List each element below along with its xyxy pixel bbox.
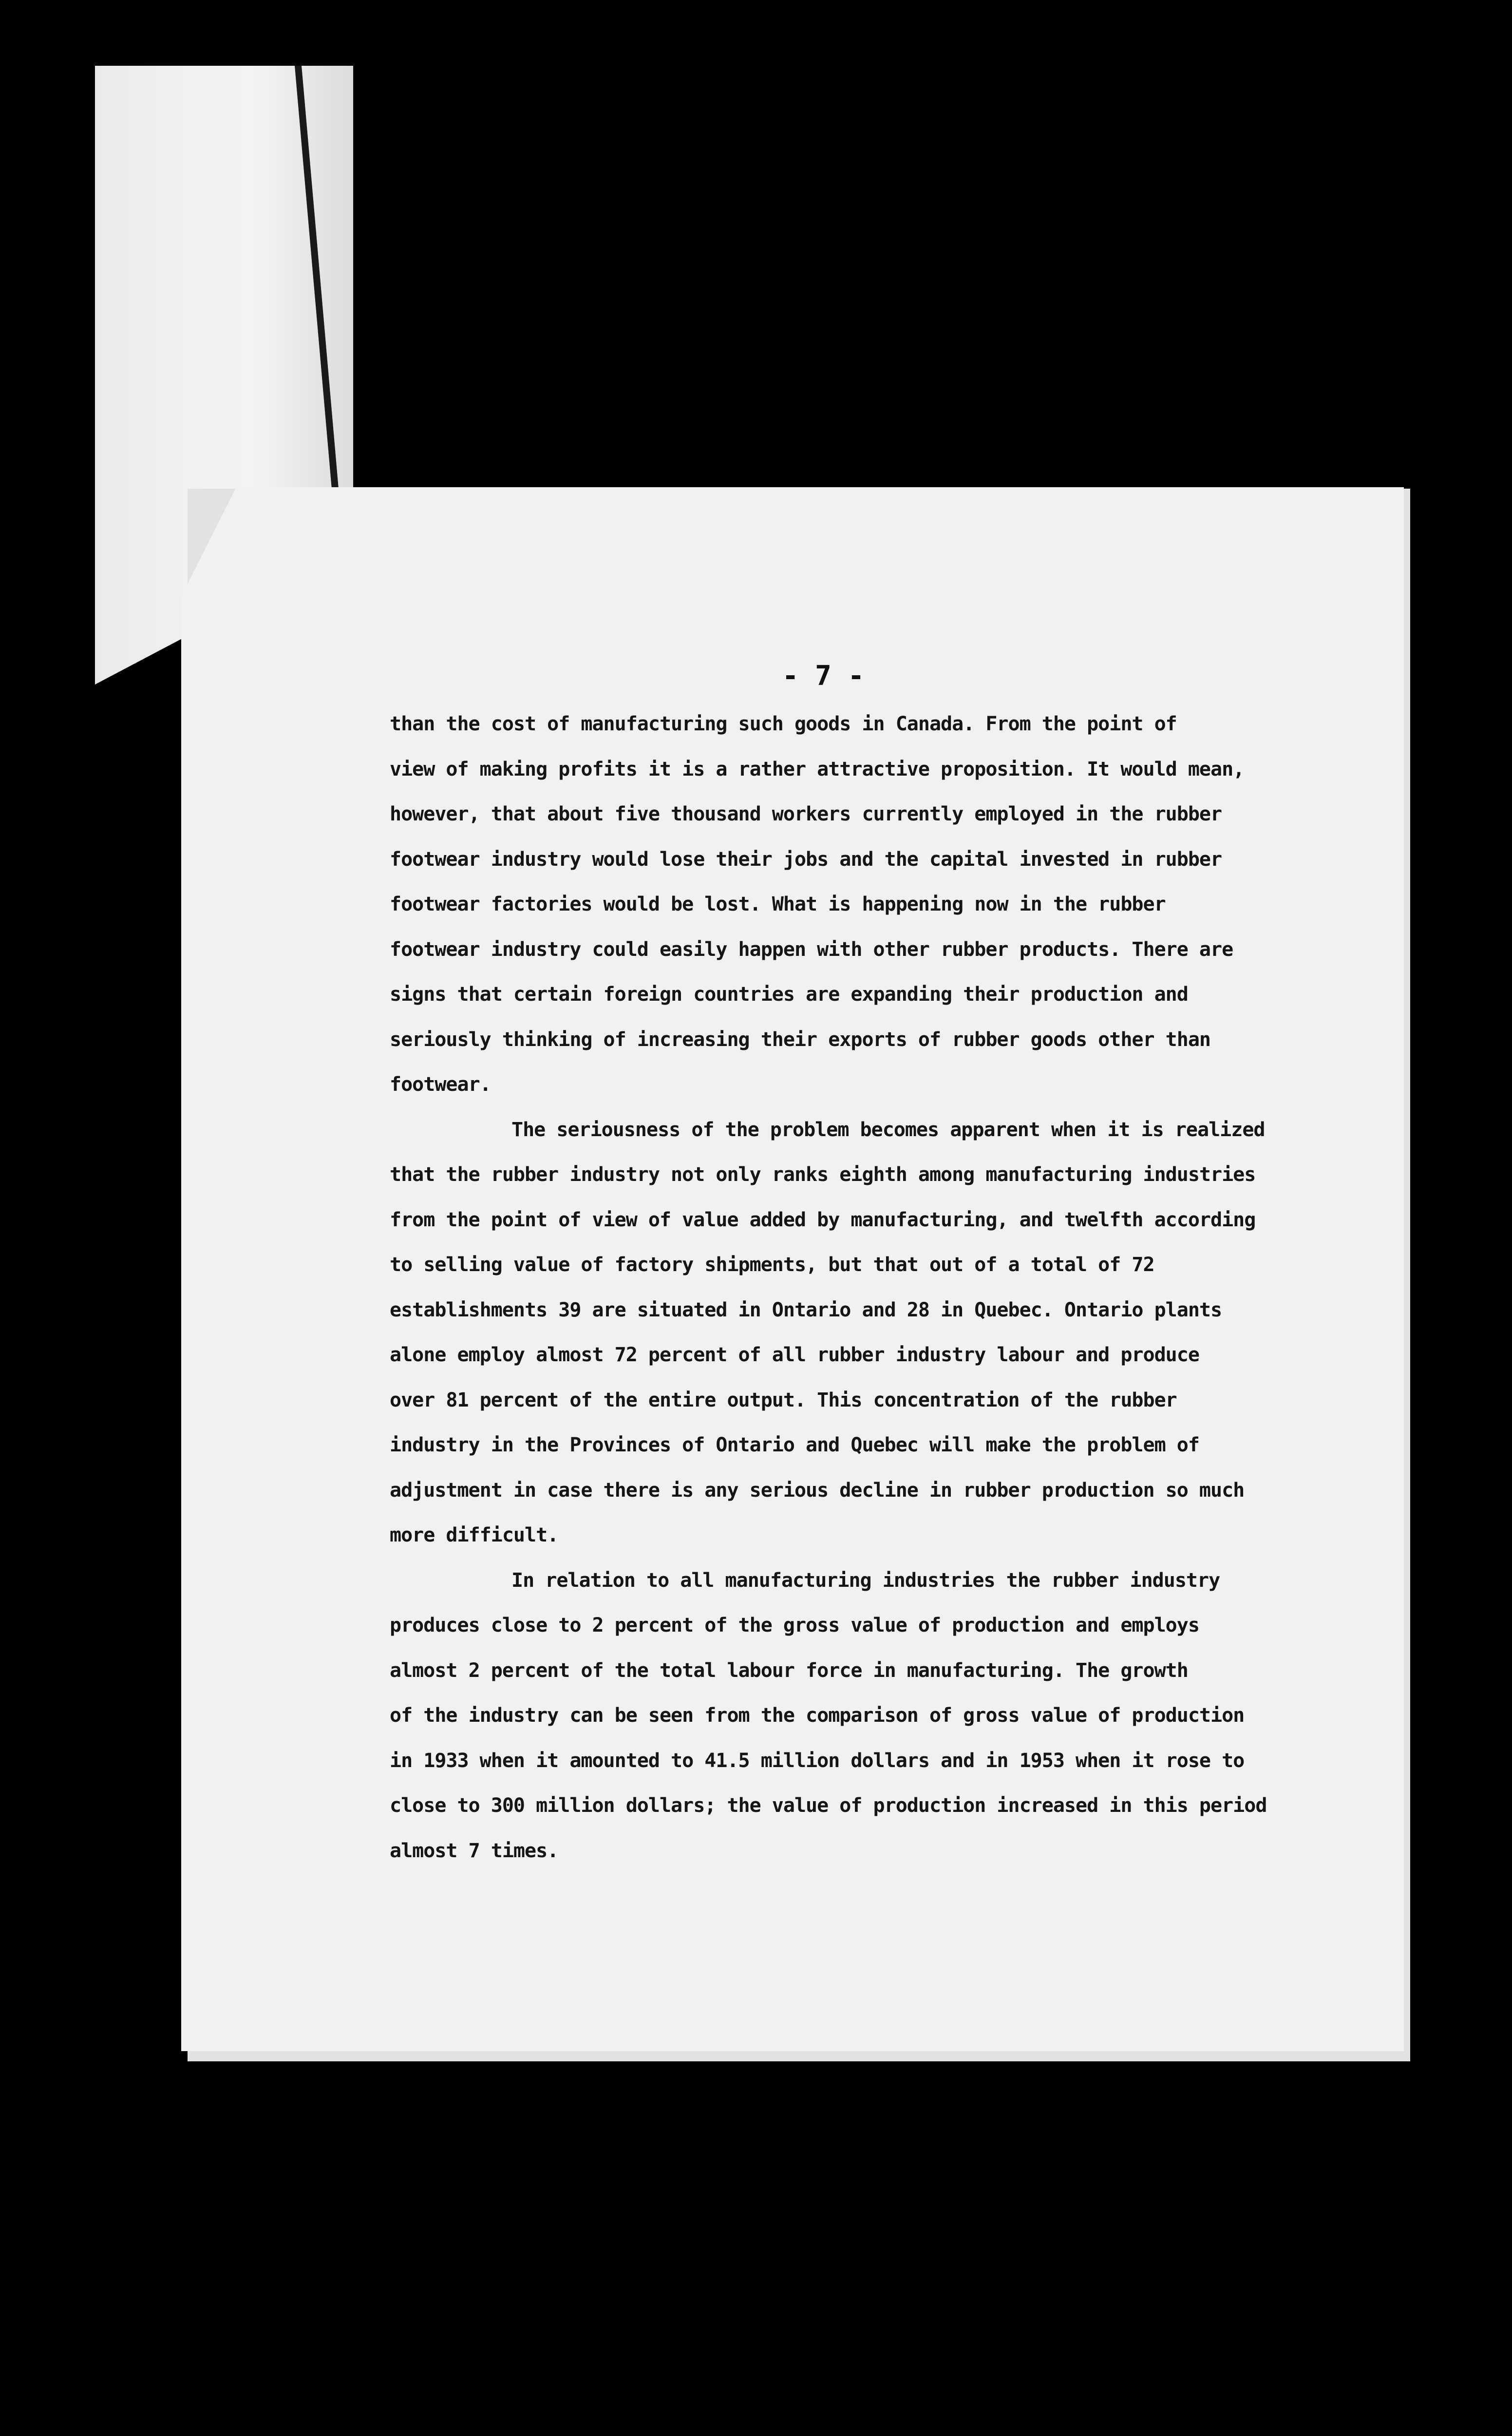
text-line: adjustment in case there is any serious decline in rubber production so much xyxy=(390,1479,1245,1502)
body-text xyxy=(390,702,1315,1873)
text-line: produces close to 2 percent of the gross value of production and employs xyxy=(390,1614,1199,1637)
paragraph xyxy=(390,702,1315,1107)
text-line: to selling value of factory shipments, but that out of a total of 72 xyxy=(390,1254,1154,1276)
page-number: - 7 - xyxy=(782,660,865,692)
text-line: industry in the Provinces of Ontario and Quebec will make the problem of xyxy=(390,1434,1199,1456)
text-line: In relation to all manufacturing industries the rubber industry xyxy=(511,1569,1220,1592)
text-line: of the industry can be seen from the comparison of gross value of production xyxy=(390,1704,1245,1727)
text-line: than the cost of manufacturing such goods in Canada. From the point of xyxy=(390,713,1177,735)
text-line: The seriousness of the problem becomes apparent when it is realized xyxy=(511,1118,1265,1141)
text-line: footwear. xyxy=(390,1073,491,1096)
paragraph xyxy=(390,1558,1315,1874)
text-line: however, that about five thousand workers currently employed in the rubber xyxy=(390,803,1222,825)
text-line: footwear factories would be lost. What is happening now in the rubber xyxy=(390,893,1166,915)
text-line: establishments 39 are situated in Ontario and 28 in Quebec. Ontario plants xyxy=(390,1298,1222,1321)
text-line: footwear industry would lose their jobs and the capital invested in rubber xyxy=(390,848,1222,871)
text-line: in 1933 when it amounted to 41.5 million dollars and in 1953 when it rose to xyxy=(390,1749,1245,1772)
text-line: signs that certain foreign countries are expanding their production and xyxy=(390,983,1188,1006)
text-line: close to 300 million dollars; the value of production increased in this period xyxy=(390,1794,1267,1817)
text-line: footwear industry could easily happen with other rubber products. There are xyxy=(390,938,1233,961)
text-line: from the point of view of value added by manufacturing, and twelfth according xyxy=(390,1208,1256,1231)
text-line: seriously thinking of increasing their exports of rubber goods other than xyxy=(390,1028,1210,1051)
text-line: view of making profits it is a rather attractive proposition. It would mean, xyxy=(390,758,1245,780)
text-line: alone employ almost 72 percent of all rubber industry labour and produce xyxy=(390,1344,1199,1366)
text-line: over 81 percent of the entire output. This concentration of the rubber xyxy=(390,1389,1177,1411)
paragraph xyxy=(390,1107,1315,1558)
text-line: almost 2 percent of the total labour force in manufacturing. The growth xyxy=(390,1659,1188,1682)
text-line: almost 7 times. xyxy=(390,1839,559,1862)
text-line: more difficult. xyxy=(390,1524,559,1546)
text-line: that the rubber industry not only ranks eighth among manufacturing industries xyxy=(390,1163,1256,1186)
